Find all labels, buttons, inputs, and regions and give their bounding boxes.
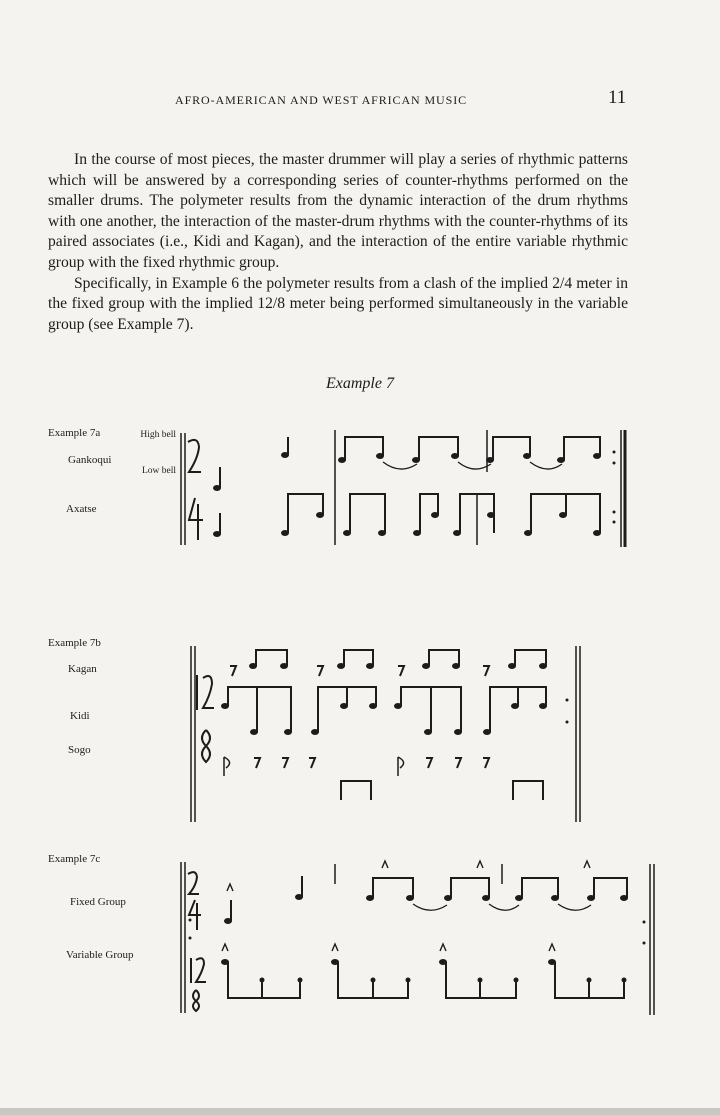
instrument-label-axatse: Axatse [66,503,97,515]
instrument-label-fixed-group: Fixed Group [70,896,126,908]
example-7b-staff [191,646,580,822]
low-bell-label: Low bell [141,466,176,476]
high-bell-label: High bell [140,430,176,440]
kagan-rhythm [230,650,547,676]
example-7a-label: Example 7a [48,427,101,439]
instrument-label-kagan: Kagan [68,663,97,675]
example-7c-label: Example 7c [48,853,101,865]
paragraph: In the course of most pieces, the master drummer will play a series of rhythmic patterns which will be answered by a corresponding series of counter-rhythms performed on the smaller drums. The polymeter results from the dynamic interaction of the drum rhythms with one another, the interaction of the master-drum rhythms with the counter-rhythms of its paired associates (i.e., Kidi and Kagan), and the interaction of the entire variable rhythmic group with the fixed rhythmic group. [48,151,628,271]
figure-title: Example 7 [326,375,394,392]
instrument-label-variable-group: Variable Group [66,949,134,961]
example-7c-staff [181,861,654,1015]
instrument-label-gankoqui: Gankoqui [68,454,112,466]
page-bottom-edge [0,1108,720,1115]
instrument-label-sogo: Sogo [68,744,91,756]
sogo-rhythm [224,757,543,800]
running-head: AFRO-AMERICAN AND WEST AFRICAN MUSIC [175,93,467,107]
example-7b-label: Example 7b [48,637,101,649]
kidi-rhythm [221,687,569,735]
example-7a-staff [181,430,625,547]
page-number: 11 [608,87,627,108]
instrument-label-kidi: Kidi [70,710,90,722]
paragraph: Specifically, in Example 6 the polymeter results from a clash of the implied 2/4 meter in the fixed group with the implied 12/8 meter being performed simultaneously in the variable group (see Example 7). [48,274,628,333]
